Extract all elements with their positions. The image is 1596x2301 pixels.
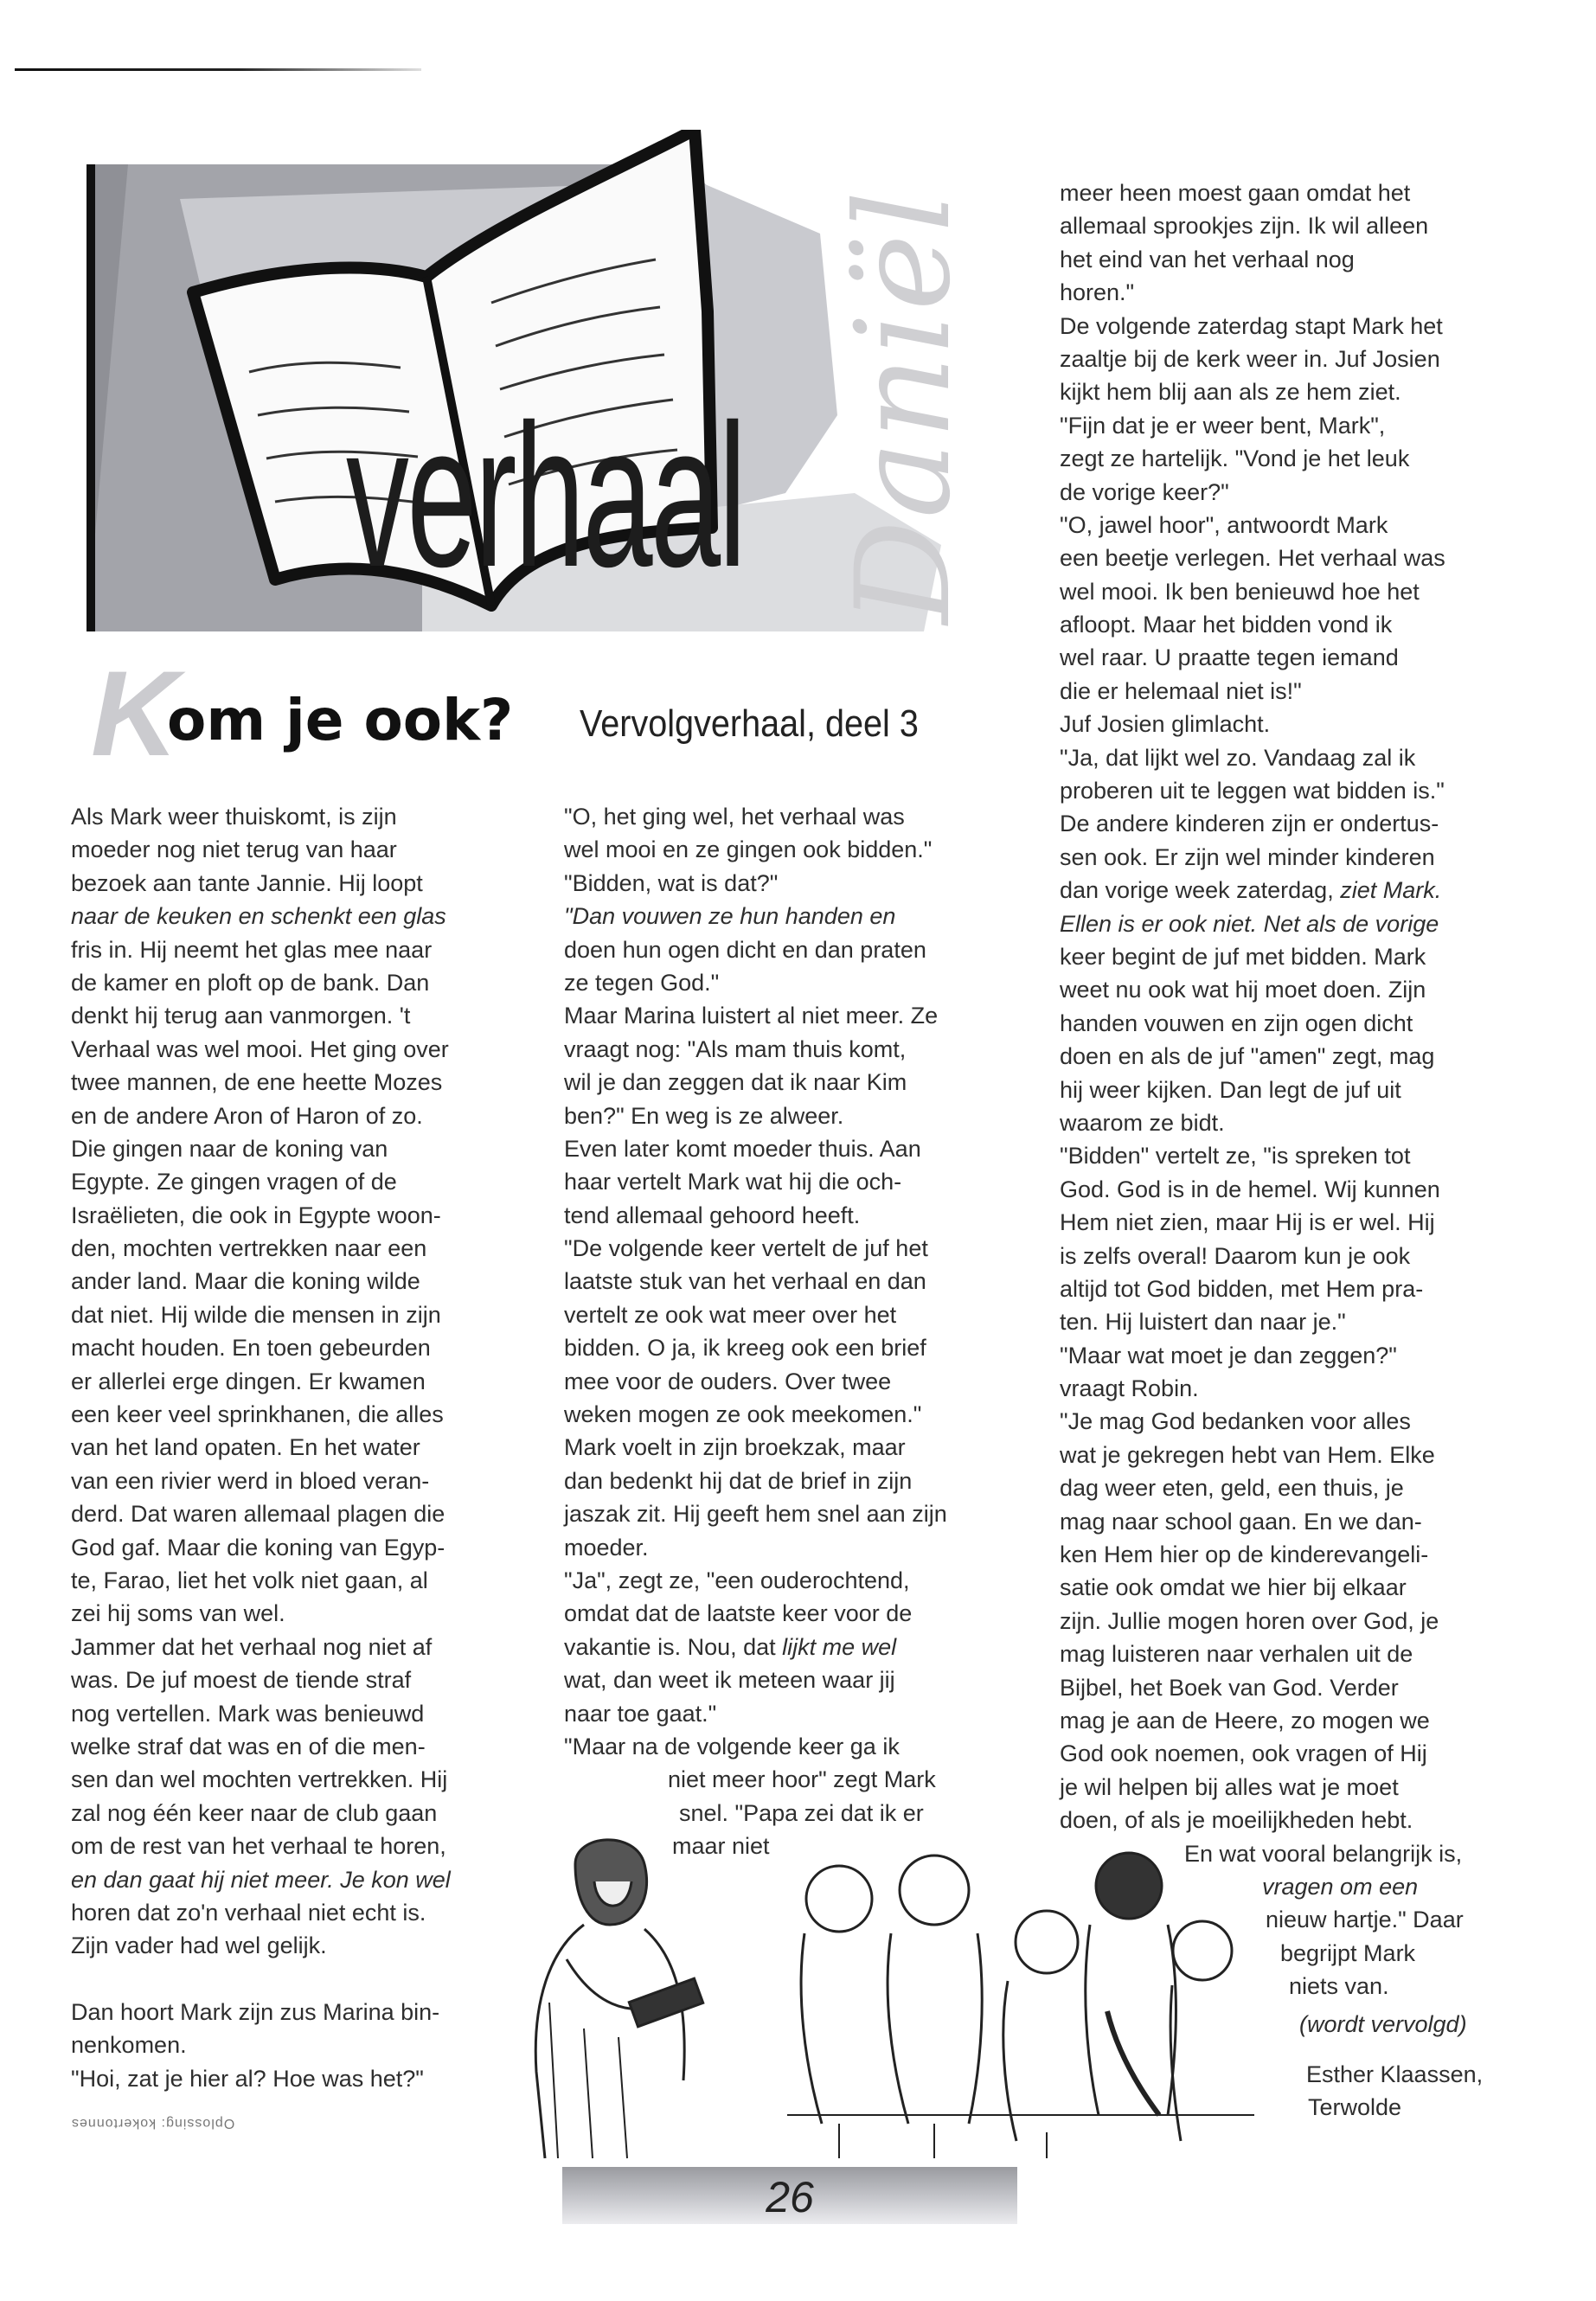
body-text: horen dat zo'n verhaal niet echt is. — [71, 1899, 426, 1926]
body-text: een beetje verlegen. Het verhaal was — [1060, 545, 1445, 572]
page-number-bar — [562, 2167, 1017, 2224]
text-line — [564, 1730, 947, 1763]
body-text: mag luisteren naar verhalen uit de — [1060, 1641, 1413, 1668]
text-line — [71, 1199, 451, 1232]
text-line — [1060, 1240, 1464, 1272]
text-line — [564, 1132, 947, 1165]
body-text: Hem niet zien, maar Hij is er wel. Hij — [1060, 1209, 1435, 1236]
text-line — [1060, 1074, 1464, 1106]
text-line — [71, 867, 451, 900]
text-line — [1060, 176, 1464, 209]
body-text: God gaf. Maar die koning van Egyp- — [71, 1534, 445, 1561]
to-be-continued: (wordt vervolgd) — [1299, 2011, 1467, 2037]
text-line — [1060, 1206, 1464, 1239]
section-title-verhaal: verhaal — [346, 381, 745, 609]
body-text: jaszak zit. Hij geeft hem snel aan zijn — [564, 1501, 947, 1528]
text-line — [1060, 973, 1464, 1006]
body-text: wel mooi en ze gingen ook bidden." — [564, 836, 933, 863]
body-text: zal nog één keer naar de club gaan — [71, 1799, 438, 1826]
body-text: En wat vooral belangrijk is, — [1184, 1840, 1463, 1867]
text-line — [71, 1165, 451, 1198]
text-line — [1060, 575, 1464, 608]
body-text: twee mannen, de ene heette Mozes — [71, 1069, 443, 1096]
text-line — [71, 833, 451, 866]
text-line — [1060, 708, 1464, 740]
text-line — [1060, 476, 1464, 509]
body-text: zaaltje bij de kerk weer in. Juf Josien — [1060, 345, 1440, 372]
body-text: Dan hoort Mark zijn zus Marina bin- — [71, 1999, 440, 2026]
body-text: afloopt. Maar het bidden vond ik — [1060, 612, 1393, 638]
text-line — [564, 1232, 947, 1265]
body-text: mag je aan de Heere, zo mogen we — [1060, 1707, 1430, 1734]
body-text: Israëlieten, die ook in Egypte woon- — [71, 1202, 441, 1228]
text-line — [1060, 1804, 1464, 1836]
body-text: het eind van het verhaal nog — [1060, 246, 1355, 272]
body-text: handen vouwen en zijn ogen dicht — [1060, 1009, 1413, 1036]
body-text: derd. Dat waren allemaal plagen die — [71, 1501, 445, 1528]
text-line — [71, 1398, 451, 1431]
text-line — [564, 1763, 947, 1796]
body-text: laatste stuk van het verhaal en dan — [564, 1268, 926, 1295]
italic-text: naar de keuken en schenkt een glas — [71, 903, 446, 930]
text-line — [1060, 741, 1464, 774]
text-line — [71, 999, 451, 1032]
body-text: God ook noemen, ook vragen of Hij — [1060, 1740, 1427, 1767]
body-text: ken Hem hier op de kinderevangeli- — [1060, 1541, 1429, 1568]
text-line — [564, 1597, 947, 1630]
body-text: dag weer eten, geld, een thuis, je — [1060, 1475, 1404, 1502]
body-text: moeder. — [564, 1534, 649, 1561]
body-text: God. God is in de hemel. Wij kunnen — [1060, 1176, 1440, 1202]
body-text: ben?" En weg is ze alweer. — [564, 1102, 844, 1129]
body-text: moeder nog niet terug van haar — [71, 836, 397, 863]
body-text: Als Mark weer thuiskomt, is zijn — [71, 804, 397, 830]
side-label-daniel: Daniël — [829, 189, 979, 625]
author-name: Esther Klaassen, — [1306, 2061, 1484, 2087]
body-text: wat je gekregen hebt van Hem. Elke — [1060, 1441, 1435, 1468]
text-line — [564, 1631, 947, 1663]
body-text: "O, het ging wel, het verhaal was — [564, 804, 905, 830]
text-line — [71, 900, 451, 933]
text-line — [1060, 509, 1464, 542]
body-text: denkt hij terug aan vanmorgen. 't — [71, 1003, 411, 1029]
story-subtitle: Vervolgverhaal, deel 3 — [580, 702, 919, 745]
body-text: bezoek aan tante Jannie. Hij loopt — [71, 869, 423, 896]
body-text: Bijbel, het Boek van God. Verder — [1060, 1674, 1399, 1701]
body-text: macht houden. En toen gebeurden — [71, 1335, 431, 1362]
body-text: snel. "Papa zei dat ik er — [679, 1799, 924, 1826]
body-text: nog vertellen. Mark was benieuwd — [71, 1700, 425, 1727]
text-line — [71, 1763, 451, 1796]
text-line — [71, 1597, 451, 1630]
text-line — [1060, 675, 1464, 708]
body-text: haar vertelt Mark wat hij die och- — [564, 1169, 902, 1195]
body-text: mee voor de ouders. Over twee — [564, 1368, 892, 1394]
text-line — [564, 1497, 947, 1530]
text-line — [1060, 807, 1464, 840]
text-line — [71, 1830, 451, 1862]
text-line — [1060, 1671, 1464, 1704]
body-text: weet nu ook wat hij moet doen. Zijn — [1060, 977, 1426, 1003]
text-line — [1060, 1605, 1464, 1638]
text-line — [1060, 1139, 1464, 1172]
text-line — [564, 1199, 947, 1232]
text-line — [564, 933, 947, 966]
body-text: sen dan wel mochten vertrekken. Hij — [71, 1766, 448, 1793]
text-line — [564, 800, 947, 833]
title-dropcap: K — [91, 645, 179, 781]
body-text: mag naar school gaan. En we dan- — [1060, 1508, 1422, 1535]
text-line — [71, 1331, 451, 1364]
text-line — [71, 1963, 451, 1996]
body-text: "Je mag God bedanken voor alles — [1060, 1408, 1411, 1435]
text-line — [71, 800, 451, 833]
body-text: waarom ze bidt. — [1060, 1109, 1225, 1136]
body-text: zegt ze hartelijk. "Vond je het leuk — [1060, 445, 1410, 472]
body-text: vraagt Robin. — [1060, 1375, 1199, 1402]
text-line — [564, 833, 947, 866]
text-line — [564, 1465, 947, 1497]
body-text: nenkomen. — [71, 2032, 187, 2059]
text-line — [71, 1298, 451, 1331]
body-text: hij weer kijken. Dan legt de juf uit — [1060, 1076, 1401, 1103]
text-line — [1060, 343, 1464, 375]
text-column-3 — [1060, 176, 1464, 2003]
body-text: doen, of als je moeilijkheden hebt. — [1060, 1807, 1413, 1834]
body-text: weken mogen ze ook meekomen." — [564, 1401, 922, 1428]
body-text: Mark voelt in zijn broekzak, maar — [564, 1434, 906, 1461]
text-line — [1060, 1771, 1464, 1804]
body-text: kijkt hem blij aan als ze hem ziet. — [1060, 379, 1401, 406]
italic-text: ziet Mark. — [1340, 877, 1442, 904]
text-line — [564, 1697, 947, 1730]
body-text: "De volgende keer vertelt de juf het — [564, 1235, 928, 1262]
body-text: de kamer en ploft op de bank. Dan — [71, 969, 430, 996]
body-text: niets van. — [1289, 1973, 1389, 2000]
body-text: proberen uit te leggen wat bidden is." — [1060, 778, 1445, 804]
body-text: van een rivier werd in bloed veran- — [71, 1467, 430, 1494]
text-line — [1060, 1339, 1464, 1372]
text-line — [1060, 940, 1464, 973]
body-text: wel mooi. Ik ben benieuwd hoe het — [1060, 578, 1420, 605]
text-line — [71, 1132, 451, 1165]
text-line — [1060, 1372, 1464, 1405]
body-text: maar niet — [672, 1833, 770, 1860]
body-text: Verhaal was wel mooi. Het ging over — [71, 1035, 449, 1062]
body-text: vraagt nog: "Als mam thuis komt, — [564, 1035, 907, 1062]
body-text: was. De juf moest de tiende straf — [71, 1667, 412, 1694]
text-line — [1060, 1538, 1464, 1571]
page-number: 26 — [766, 2173, 814, 2221]
body-text: Juf Josien glimlacht. — [1060, 711, 1271, 738]
body-text: zei hij soms van wel. — [71, 1600, 285, 1627]
body-text: "Maar na de volgende keer ga ik — [564, 1733, 900, 1759]
text-line — [564, 1398, 947, 1431]
text-line — [1060, 310, 1464, 343]
text-line — [71, 1431, 451, 1464]
text-line — [71, 1730, 451, 1763]
italic-text: "Dan vouwen ze hun handen en — [564, 903, 896, 930]
body-text: Maar Marina luistert al niet meer. Ze — [564, 1003, 939, 1029]
text-line — [1060, 1007, 1464, 1040]
body-text: "O, jawel hoor", antwoordt Mark — [1060, 511, 1388, 538]
text-line — [71, 1863, 451, 1896]
text-line — [1060, 209, 1464, 242]
body-text: ze tegen God." — [564, 969, 720, 996]
text-line — [71, 1929, 451, 1962]
text-line — [71, 1531, 451, 1564]
teacher-reading-illustration — [515, 1830, 731, 2163]
text-line — [1060, 409, 1464, 442]
body-text: Zijn vader had wel gelijk. — [71, 1932, 327, 1959]
text-line — [71, 1365, 451, 1398]
body-text: vertelt ze ook wat meer over het — [564, 1301, 897, 1328]
text-line — [71, 2029, 451, 2061]
body-text: een keer veel sprinkhanen, die alles — [71, 1401, 444, 1428]
body-text: zijn. Jullie mogen horen over God, je — [1060, 1607, 1439, 1634]
author-place: Terwolde — [1308, 2094, 1402, 2120]
puzzle-answer-upside-down: Oplossing: kokertonnes — [71, 2116, 235, 2131]
text-line — [71, 1033, 451, 1066]
body-text: vakantie is. Nou, dat — [564, 1633, 783, 1660]
text-line — [1060, 1471, 1464, 1504]
text-line — [71, 1797, 451, 1830]
text-line — [1060, 774, 1464, 807]
body-text: satie ook omdat we hier bij elkaar — [1060, 1574, 1407, 1601]
body-text: allemaal sprookjes zijn. Ik wil alleen — [1060, 213, 1429, 240]
body-text: tend allemaal gehoord heeft. — [564, 1202, 861, 1228]
text-line — [1060, 276, 1464, 309]
text-line — [71, 1265, 451, 1298]
body-text: dat niet. Hij wilde die mensen in zijn — [71, 1301, 441, 1328]
text-line — [71, 1564, 451, 1597]
body-text: om de rest van het verhaal te horen, — [71, 1833, 446, 1860]
body-text: den, mochten vertrekken naar een — [71, 1235, 427, 1262]
body-text: "Bidden, wat is dat?" — [564, 869, 779, 896]
body-text: "Maar wat moet je dan zeggen?" — [1060, 1342, 1397, 1368]
text-line — [564, 1564, 947, 1597]
text-line — [71, 1663, 451, 1696]
text-line — [71, 1066, 451, 1099]
body-text: je wil helpen bij alles wat je moet — [1060, 1773, 1399, 1800]
text-line — [71, 1996, 451, 2029]
text-line — [564, 1531, 947, 1564]
body-text: doen en als de juf "amen" zegt, mag — [1060, 1043, 1435, 1070]
body-text: "Ja", zegt ze, "een ouderochtend, — [564, 1567, 910, 1593]
body-text: Egypte. Ze gingen vragen of de — [71, 1169, 397, 1195]
body-text: horen." — [1060, 279, 1135, 306]
text-column-1 — [71, 800, 451, 2095]
text-line — [71, 1896, 451, 1929]
body-text: de vorige keer?" — [1060, 478, 1229, 505]
body-text: keer begint de juf met bidden. Mark — [1060, 943, 1426, 970]
text-line — [71, 2062, 451, 2095]
body-text: ten. Hij luistert dan naar je." — [1060, 1309, 1346, 1336]
body-text: die er helemaal niet is!" — [1060, 677, 1302, 704]
text-line — [564, 1331, 947, 1364]
text-line — [1060, 1571, 1464, 1604]
body-text: nieuw hartje." Daar — [1266, 1907, 1464, 1933]
body-text: Even later komt moeder thuis. Aan — [564, 1135, 921, 1162]
children-group-illustration — [787, 1838, 1254, 2158]
text-line — [1060, 1439, 1464, 1471]
text-line — [564, 1298, 947, 1331]
text-line — [71, 1465, 451, 1497]
body-text: altijd tot God bidden, met Hem pra- — [1060, 1275, 1424, 1302]
text-line — [1060, 1106, 1464, 1139]
body-text: is zelfs overal! Daarom kun je ook — [1060, 1242, 1411, 1269]
text-line — [1060, 874, 1464, 907]
body-text: van het land opaten. En het water — [71, 1434, 420, 1461]
text-line — [1060, 608, 1464, 641]
text-line — [1060, 1272, 1464, 1305]
text-column-2 — [564, 800, 947, 1863]
text-line — [71, 1099, 451, 1132]
italic-text: lijkt me wel — [782, 1633, 897, 1660]
body-text: omdat dat de laatste keer voor de — [564, 1600, 913, 1627]
text-line — [1060, 907, 1464, 940]
body-text: wil je dan zeggen dat ik naar Kim — [564, 1069, 907, 1096]
body-text: begrijpt Mark — [1280, 1939, 1416, 1966]
text-line — [71, 1497, 451, 1530]
text-line — [1060, 1040, 1464, 1073]
text-line — [564, 1165, 947, 1198]
text-line — [564, 1066, 947, 1099]
body-text: Jammer dat het verhaal nog niet af — [71, 1633, 433, 1660]
text-line — [1060, 1405, 1464, 1438]
text-line — [564, 867, 947, 900]
body-text: er allerlei erge dingen. Er kwamen — [71, 1368, 426, 1394]
text-line — [71, 966, 451, 999]
body-text: dan bedenkt hij dat de brief in zijn — [564, 1467, 913, 1494]
text-line — [564, 1265, 947, 1298]
text-line — [1060, 1704, 1464, 1737]
body-text: ander land. Maar die koning wilde — [71, 1268, 420, 1295]
text-line — [71, 933, 451, 966]
body-text: bidden. O ja, ik kreeg ook een brief — [564, 1335, 926, 1362]
text-line — [1060, 1505, 1464, 1538]
text-line — [1060, 1173, 1464, 1206]
text-line — [1060, 641, 1464, 674]
body-text: en de andere Aron of Haron of zo. — [71, 1102, 423, 1129]
body-text: De andere kinderen zijn er ondertus- — [1060, 811, 1439, 837]
text-line — [71, 1232, 451, 1265]
text-line — [564, 1099, 947, 1132]
text-line — [564, 1431, 947, 1464]
body-text: wat, dan weet ik meteen waar jij — [564, 1667, 895, 1694]
text-line — [564, 966, 947, 999]
body-text: doen hun ogen dicht en dan praten — [564, 936, 926, 963]
text-line — [1060, 442, 1464, 475]
body-text: meer heen moest gaan omdat het — [1060, 180, 1411, 206]
body-text: "Fijn dat je er weer bent, Mark", — [1060, 412, 1386, 439]
text-line — [1060, 243, 1464, 276]
body-text: niet meer hoor" zegt Mark — [668, 1766, 936, 1793]
text-line — [564, 1033, 947, 1066]
body-text: De volgende zaterdag stapt Mark het — [1060, 312, 1443, 339]
body-text: naar toe gaat." — [564, 1700, 717, 1727]
body-text: fris in. Hij neemt het glas mee naar — [71, 936, 433, 963]
body-text: sen ook. Er zijn wel minder kinderen — [1060, 843, 1435, 870]
body-text: wel raar. U praatte tegen iemand — [1060, 644, 1399, 671]
body-text: "Hoi, zat je hier al? Hoe was het?" — [71, 2065, 424, 2092]
italic-text: en dan gaat hij niet meer. Je kon wel — [71, 1866, 451, 1893]
text-line — [71, 1631, 451, 1663]
body-text: te, Farao, liet het volk niet gaan, al — [71, 1567, 428, 1593]
text-line — [1060, 1638, 1464, 1670]
body-text: "Ja, dat lijkt wel zo. Vandaag zal ik — [1060, 744, 1416, 771]
italic-text: vragen om een — [1262, 1873, 1419, 1900]
body-text: dan vorige week zaterdag, — [1060, 877, 1341, 904]
text-line — [564, 1365, 947, 1398]
text-line — [1060, 375, 1464, 408]
text-line — [564, 1797, 947, 1830]
text-line — [1060, 841, 1464, 874]
text-line — [564, 900, 947, 933]
text-line — [1060, 1737, 1464, 1770]
text-line — [564, 999, 947, 1032]
text-line — [1060, 542, 1464, 574]
top-rule — [15, 68, 421, 71]
text-line — [1060, 1305, 1464, 1338]
italic-text: Ellen is er ook niet. Net als de vorige — [1060, 910, 1439, 937]
body-text: "Bidden" vertelt ze, "is spreken tot — [1060, 1143, 1411, 1170]
title-text: om je ook? — [167, 687, 514, 753]
text-line — [71, 1697, 451, 1730]
body-text: Die gingen naar de koning van — [71, 1135, 388, 1162]
text-line — [564, 1663, 947, 1696]
body-text: welke straf dat was en of die men- — [71, 1733, 426, 1759]
